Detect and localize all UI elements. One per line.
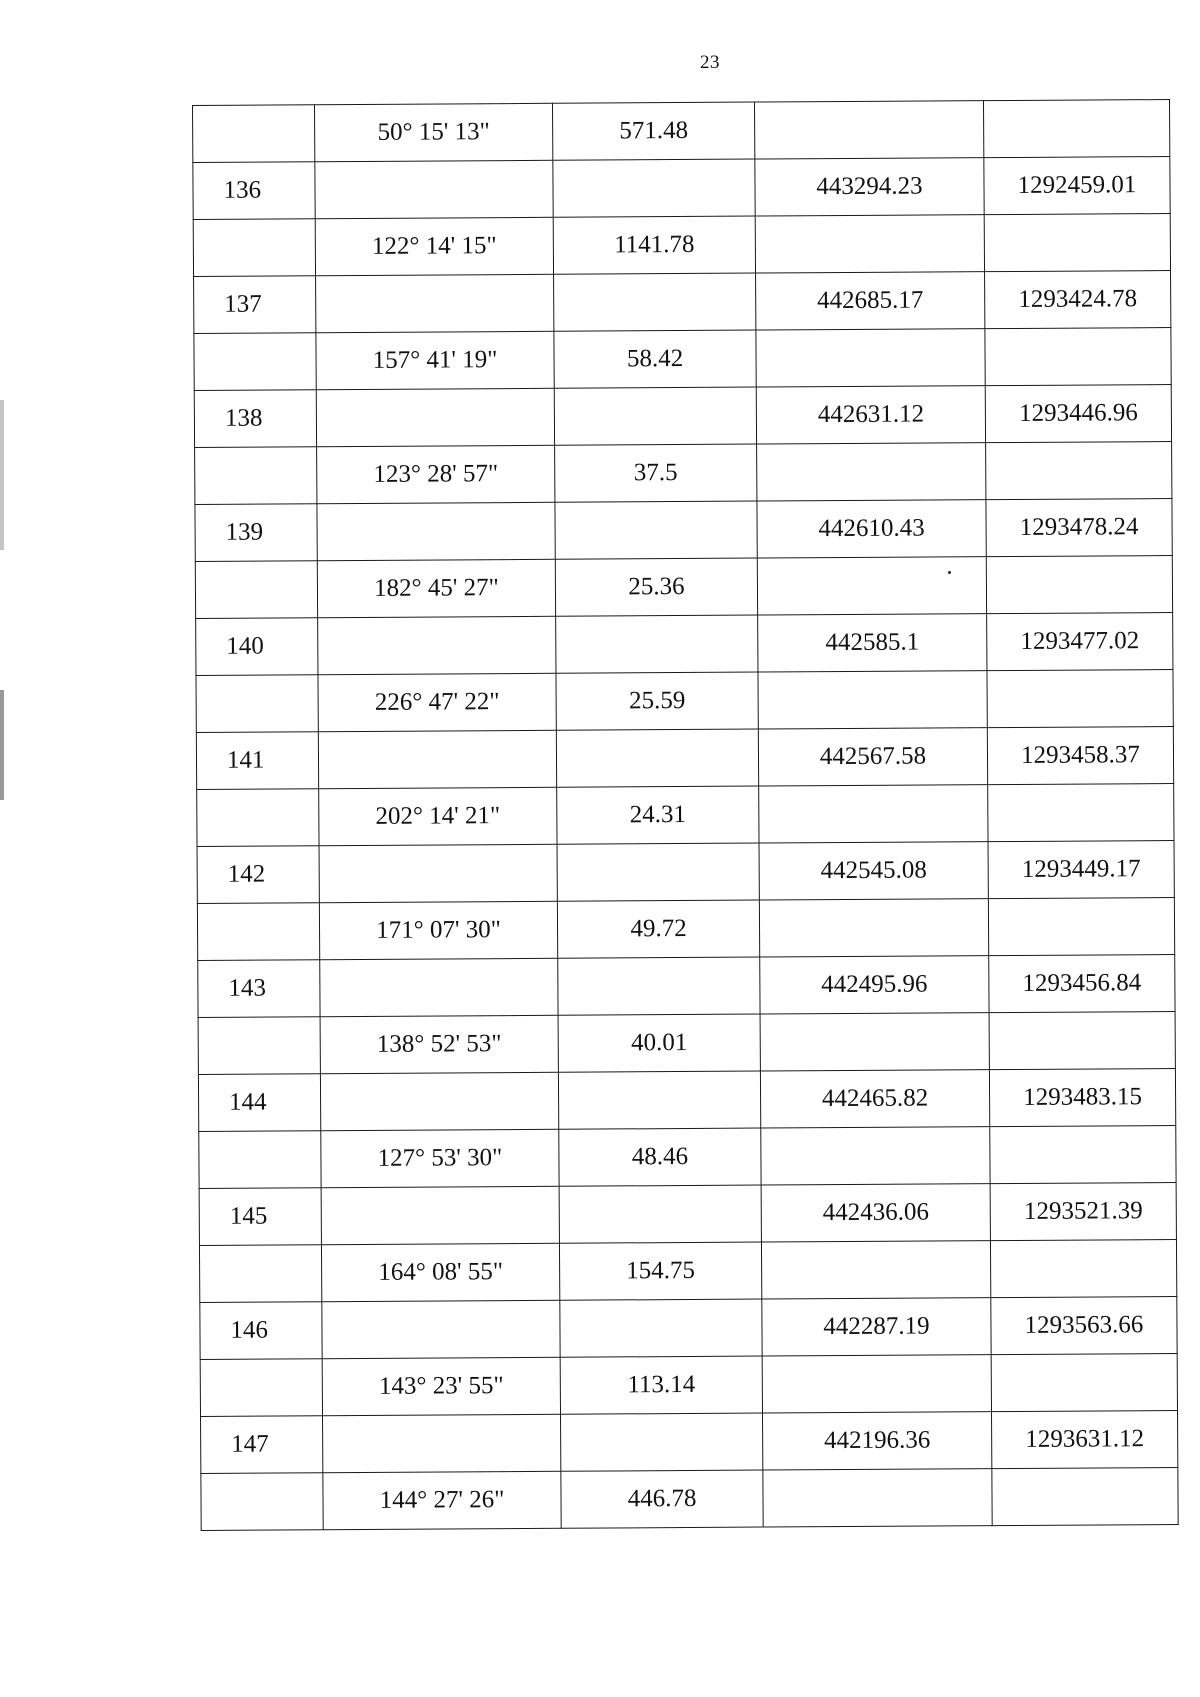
easting-cell: 1293478.24 [986,499,1172,557]
table-row [194,271,1171,334]
northing-cell: 442495.96 [760,956,989,1014]
distance-cell: 49.72 [557,900,759,958]
northing-cell: 442685.17 [756,272,985,330]
table-row [193,214,1170,277]
northing-cell [755,215,984,273]
distance-cell [560,1299,762,1357]
northing-cell [754,101,983,159]
easting-cell [988,784,1174,842]
northing-cell: 442545.08 [759,842,988,900]
easting-cell: 1293477.02 [987,613,1173,671]
distance-cell: 113.14 [560,1356,762,1414]
distance-cell [558,957,760,1015]
distance-cell: 58.42 [554,330,756,388]
distance-cell [554,387,756,445]
easting-cell: 1293458.37 [987,727,1173,785]
station-cell [193,219,315,277]
bearing-cell [317,502,555,560]
station-cell [195,447,317,505]
easting-cell: 1293521.39 [990,1183,1176,1241]
bearing-cell [321,1186,559,1244]
station-cell [199,1245,321,1303]
distance-cell: 1141.78 [553,216,755,274]
distance-cell: 25.59 [556,672,758,730]
table-row [200,1297,1177,1360]
station-cell [201,1473,323,1531]
station-cell: 145 [199,1188,321,1246]
northing-cell [761,1241,990,1299]
scan-edge-mark [0,690,4,800]
easting-cell [989,1012,1175,1070]
bearing-cell: 143° 23' 55" [322,1357,560,1415]
easting-cell [988,898,1174,956]
distance-cell [558,1071,760,1129]
distance-cell [556,615,758,673]
northing-cell: 442631.12 [756,386,985,444]
station-cell: 139 [195,504,317,562]
bearing-cell [322,1300,560,1358]
table-row [201,1468,1178,1531]
table-row [198,955,1175,1018]
easting-cell: 1293483.15 [989,1069,1175,1127]
bearing-cell [319,844,557,902]
table-row [195,556,1172,619]
table-row [199,1240,1176,1303]
northing-cell [762,1355,991,1413]
table-row [197,898,1174,961]
page-number: 23 [700,52,720,73]
table-row [194,328,1171,391]
station-cell [197,903,319,961]
distance-cell: 24.31 [557,786,759,844]
northing-cell: 442567.58 [758,728,987,786]
easting-cell: 1292459.01 [984,157,1170,215]
bearing-cell: 171° 07' 30" [319,901,557,959]
station-cell: 142 [197,846,319,904]
distance-cell [553,159,755,217]
station-cell [193,105,315,163]
station-cell [194,333,316,391]
bearing-cell [320,1072,558,1130]
easting-cell [991,1354,1177,1412]
bearing-cell: 226° 47' 22" [318,673,556,731]
table-row [197,784,1174,847]
station-cell [199,1131,321,1189]
bearing-cell [315,160,553,218]
station-cell: 143 [198,960,320,1018]
station-cell [198,1017,320,1075]
easting-cell [986,556,1172,614]
easting-cell [992,1468,1178,1526]
northing-cell [757,443,986,501]
easting-cell: 1293631.12 [991,1411,1177,1469]
northing-cell [756,329,985,387]
table-row [201,1411,1178,1474]
station-cell: 146 [200,1302,322,1360]
table-row [199,1183,1176,1246]
easting-cell: 1293424.78 [985,271,1171,329]
easting-cell: 1293456.84 [989,955,1175,1013]
northing-cell: 443294.23 [755,158,984,216]
easting-cell [983,100,1169,158]
table-body [193,100,1179,1531]
easting-cell [990,1240,1176,1298]
table-row [193,100,1170,163]
station-cell: 144 [198,1074,320,1132]
northing-cell: 442196.36 [763,1412,992,1470]
station-cell: 138 [194,390,316,448]
northing-cell: 442465.82 [760,1070,989,1128]
bearing-cell: 202° 14' 21" [319,787,557,845]
bearing-cell [316,388,554,446]
bearing-cell: 138° 52' 53" [320,1015,558,1073]
northing-cell: 442585.1 [758,614,987,672]
bearing-cell [318,616,556,674]
northing-cell: 442287.19 [762,1298,991,1356]
bearing-cell [320,958,558,1016]
station-cell [195,561,317,619]
easting-cell [986,442,1172,500]
bearing-cell: 123° 28' 57" [317,445,555,503]
station-cell: 137 [194,276,316,334]
distance-cell [561,1413,763,1471]
station-cell [200,1359,322,1417]
distance-cell: 446.78 [561,1470,763,1528]
northing-cell [759,785,988,843]
station-cell: 136 [193,162,315,220]
table-row [194,385,1171,448]
northing-cell: 442436.06 [761,1184,990,1242]
distance-cell [555,501,757,559]
easting-cell [984,214,1170,272]
bearing-cell: 182° 45' 27" [317,559,555,617]
easting-cell [985,328,1171,386]
bearing-cell: 144° 27' 26" [323,1471,561,1529]
table-row [197,841,1174,904]
table-row [196,613,1173,676]
northing-cell: 442610.43 [757,500,986,558]
station-cell [197,789,319,847]
northing-cell [759,899,988,957]
easting-cell [990,1126,1176,1184]
table-row [200,1354,1177,1417]
table-row [195,499,1172,562]
distance-cell [556,729,758,787]
distance-cell: 25.36 [555,558,757,616]
bearing-cell [316,274,554,332]
table-row [198,1069,1175,1132]
table-row [198,1012,1175,1075]
station-cell: 140 [196,618,318,676]
bearing-cell: 164° 08' 55" [321,1243,559,1301]
distance-cell: 40.01 [558,1014,760,1072]
easting-cell: 1293449.17 [988,841,1174,899]
station-cell [196,675,318,733]
station-cell: 141 [196,732,318,790]
distance-cell: 48.46 [559,1128,761,1186]
bearing-cell: 50° 15' 13" [315,103,553,161]
distance-cell [554,273,756,331]
table-row [199,1126,1176,1189]
bearing-cell [318,730,556,788]
northing-cell [763,1469,992,1527]
easting-cell [987,670,1173,728]
scan-edge-mark [0,400,4,550]
easting-cell: 1293563.66 [991,1297,1177,1355]
northing-cell [760,1013,989,1071]
table-row [195,442,1172,505]
distance-cell: 37.5 [555,444,757,502]
station-cell: 147 [201,1416,323,1474]
northing-cell [758,671,987,729]
bearing-cell: 127° 53' 30" [321,1129,559,1187]
distance-cell: 154.75 [559,1242,761,1300]
bearing-cell [323,1414,561,1472]
bearing-cell: 157° 41' 19" [316,331,554,389]
table-row [193,157,1170,220]
distance-cell [559,1185,761,1243]
distance-cell [557,843,759,901]
table-row [196,727,1173,790]
distance-cell: 571.48 [552,102,754,160]
bearing-cell: 122° 14' 15" [315,217,553,275]
survey-coordinates-table [192,99,1179,1531]
northing-cell [761,1127,990,1185]
table-row [196,670,1173,733]
northing-cell [757,557,986,615]
easting-cell: 1293446.96 [985,385,1171,443]
